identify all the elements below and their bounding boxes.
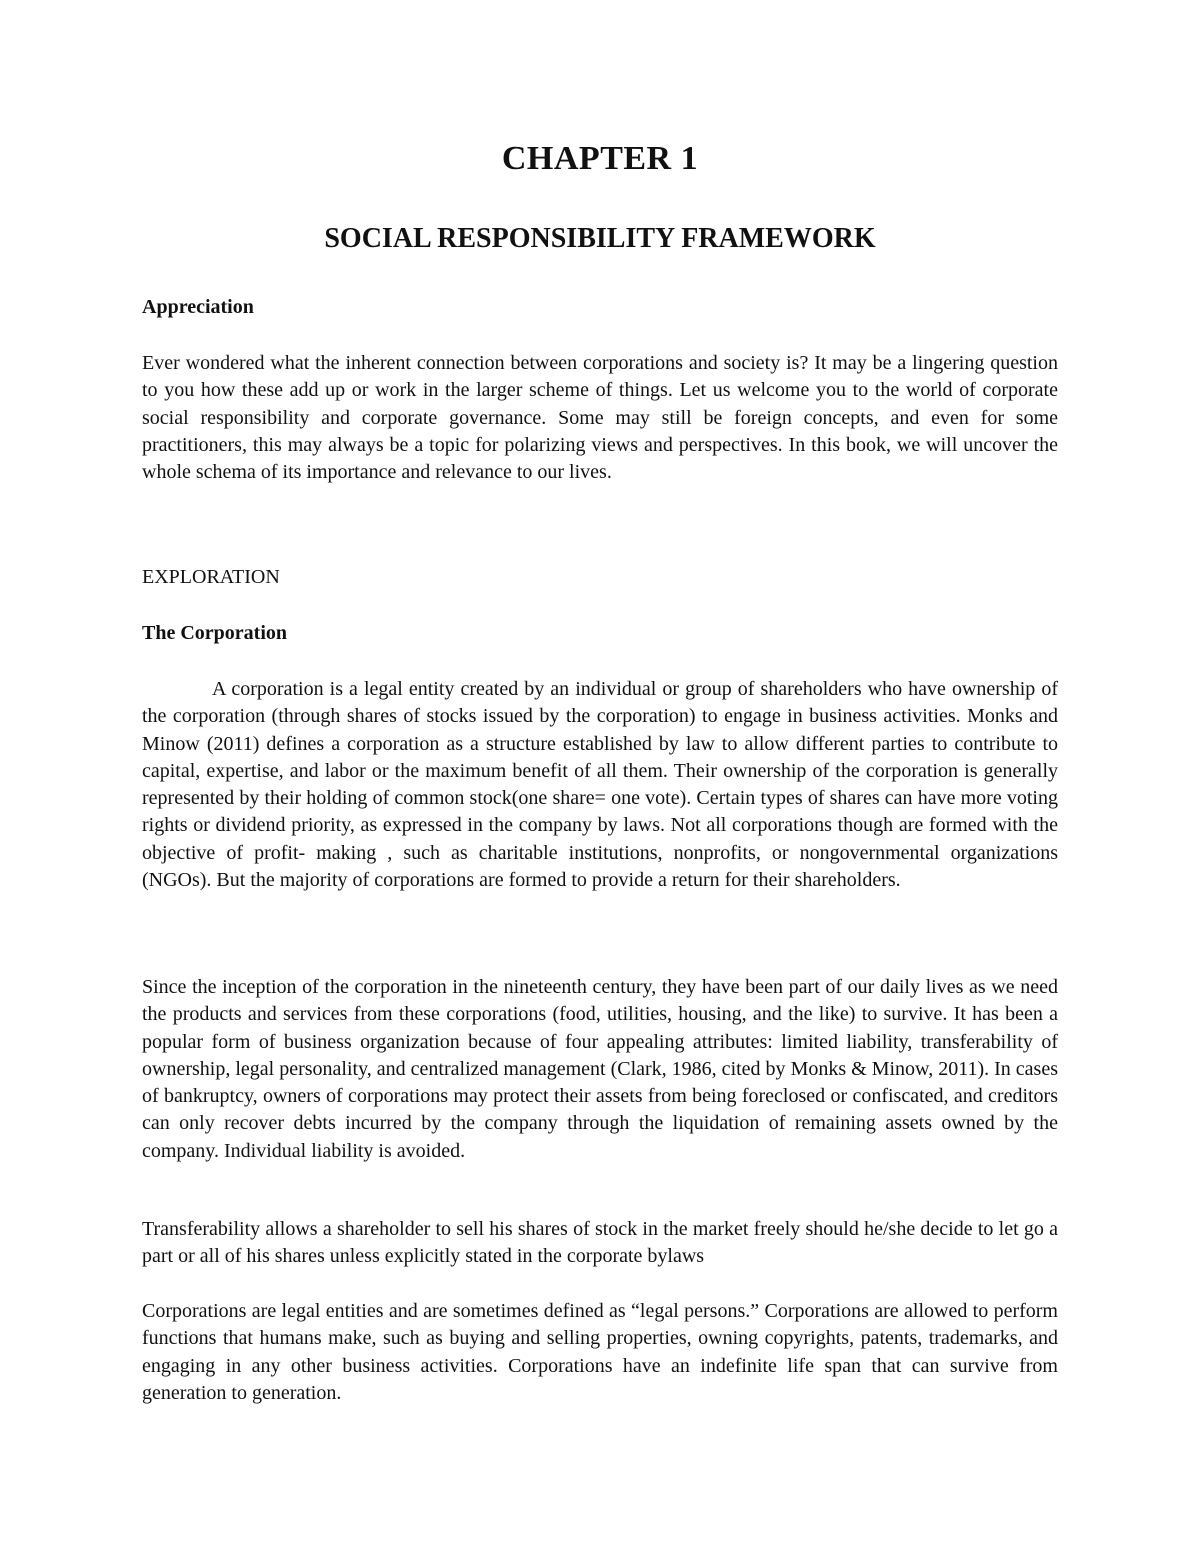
exploration-label: EXPLORATION bbox=[142, 566, 280, 588]
corporation-paragraph-4: Corporations are legal entities and are sometimes defined as “legal persons.” Corporations are allowed to perform functions that humans make, such as buying and selling properties, owning copyrights, patents, trademarks, and engaging in any other business activities. Corporations have an indefinite life span that can survive from generation to generation. bbox=[142, 1300, 1058, 1404]
appreciation-heading: Appreciation bbox=[142, 296, 254, 318]
chapter-title: CHAPTER 1 bbox=[501, 140, 699, 177]
appreciation-paragraph: Ever wondered what the inherent connection between corporations and society is? It may be a lingering question to you how these add up or work in the larger scheme of things. Let us welcome you to the world of corporate social responsibility and corporate governance. Some may still be foreign concepts, and even for some practitioners, this may always be a topic for polarizing views and perspectives. In this book, we will uncover the whole schema of its importance and relevance to our lives. bbox=[142, 352, 1058, 484]
chapter-subtitle: SOCIAL RESPONSIBILITY FRAMEWORK bbox=[324, 223, 876, 254]
corporation-paragraph-2: Since the inception of the corporation in the nineteenth century, they have been part of our daily lives as we need the products and services from these corporations (food, utilities, housing, and the like) to survive. It has been a popular form of business organization because of four appealing attributes: limited liability, transferability of ownership, legal personality, and centralized management (Clark, 1986, cited by Monks & Minow, 2011). In cases of bankruptcy, owners of corporations may protect their assets from being foreclosed or confiscated, and creditors can only recover debts incurred by the company through the liquidation of remaining assets owned by the company. Individual liability is avoided. bbox=[142, 976, 1058, 1162]
corporation-heading: The Corporation bbox=[142, 622, 287, 644]
corporation-paragraph-3: Transferability allows a shareholder to sell his shares of stock in the market freely should he/she decide to let go a part or all of his shares unless explicitly stated in the corporate bylaws bbox=[142, 1218, 1058, 1268]
corporation-paragraph-1: A corporation is a legal entity created by an individual or group of shareholders who have ownership of the corporation (through shares of stocks issued by the corporation) to engage in business activities. Monks and Minow (2011) defines a corporation as a structure established by law to allow different parties to contribute to capital, expertise, and labor or the maximum benefit of all them. Their ownership of the corporation is generally represented by their holding of common stock(one share= one vote). Certain types of shares can have more voting rights or dividend priority, as expressed in the company by laws. Not all corporations though are formed with the objective of profit- making , such as charitable institutions, nonprofits, or nongovernmental organizations (NGOs). But the majority of corporations are formed to provide a return for their shareholders. bbox=[142, 678, 1058, 892]
